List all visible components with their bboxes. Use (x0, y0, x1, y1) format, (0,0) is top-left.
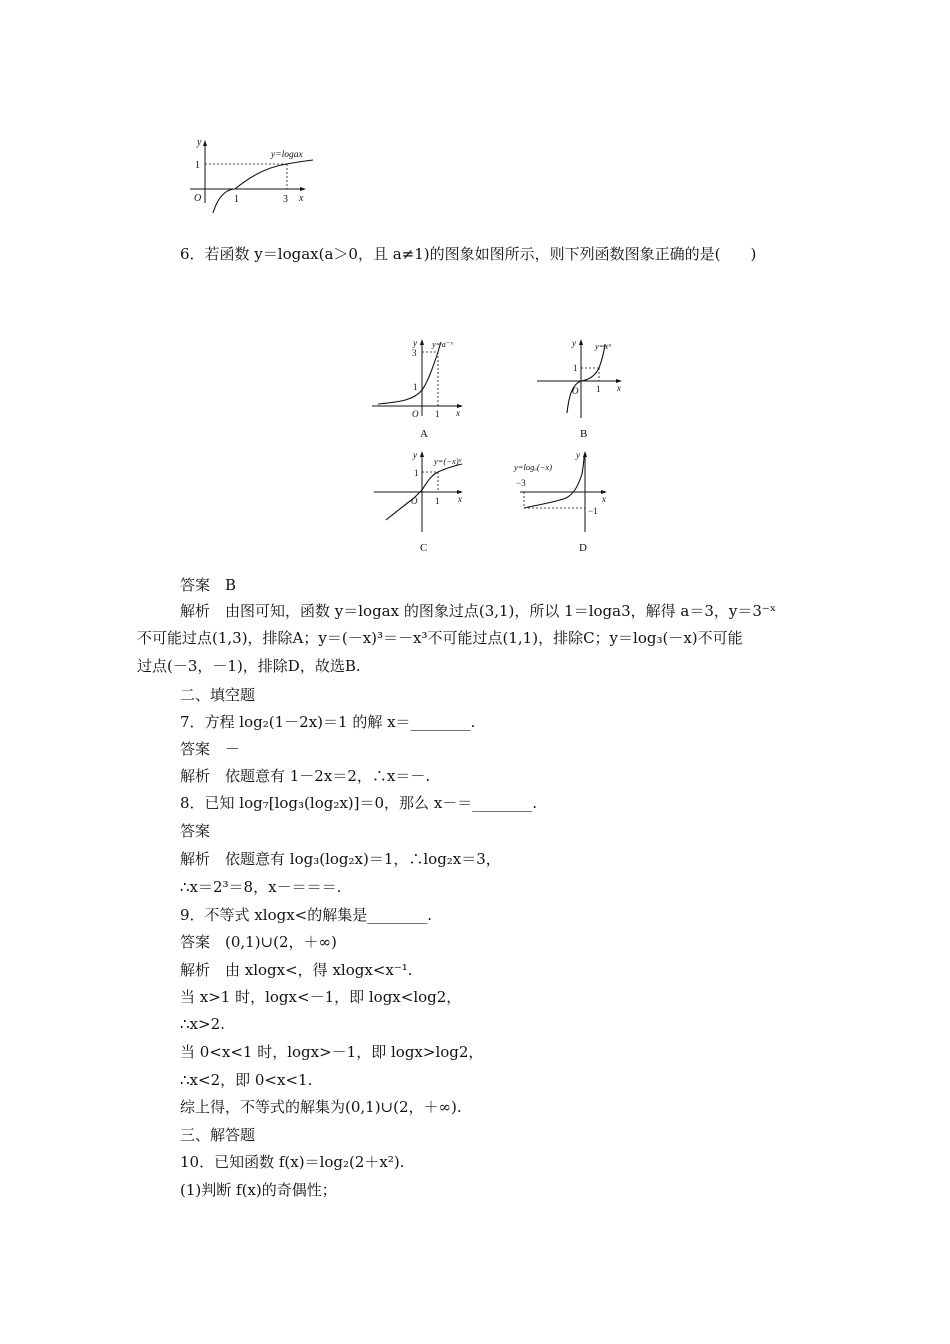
option-c-graph (372, 450, 482, 535)
option-d-caption: D (579, 542, 587, 554)
answer-9: 答案 (0,1)∪(2，＋∞) (180, 933, 337, 951)
analysis-9-line6: 综上得，不等式的解集为(0,1)∪(2，＋∞). (180, 1098, 462, 1116)
option-c-caption: C (420, 542, 428, 554)
svg-text:x: x (456, 408, 460, 418)
svg-text:y: y (576, 450, 580, 460)
tick-x-3: 3 (283, 194, 288, 205)
svg-text:−3: −3 (516, 478, 526, 488)
svg-text:O: O (572, 386, 579, 396)
option-a-caption: A (420, 428, 428, 440)
answer-6: 答案 B (180, 576, 237, 594)
svg-text:y=(−x)ᵃ: y=(−x)ᵃ (434, 456, 463, 466)
svg-text:1: 1 (596, 384, 601, 394)
svg-text:O: O (411, 496, 418, 506)
svg-text:x: x (458, 494, 462, 504)
analysis-7: 解析 依题意有 1－2x＝2，∴x＝－. (180, 767, 431, 785)
analysis-6-line3: 过点(－3，－1)，排除D，故选B. (137, 657, 361, 675)
log-curve (213, 160, 313, 213)
top-log-graph (185, 135, 335, 215)
analysis-9-line3: ∴x>2. (180, 1015, 225, 1033)
svg-text:3: 3 (412, 348, 417, 358)
svg-text:y: y (572, 338, 576, 348)
section-fill-blank: 二、填空题 (180, 686, 256, 704)
analysis-8-line1: 解析 依题意有 log₃(log₂x)＝1，∴log₂x＝3， (180, 850, 501, 868)
x-axis-label: x (299, 193, 304, 204)
svg-text:1: 1 (435, 496, 440, 506)
section-answer-questions: 三、解答题 (180, 1126, 256, 1144)
svg-text:y: y (413, 338, 417, 348)
svg-text:O: O (412, 409, 419, 419)
analysis-8-line2: ∴x＝2³＝8，x－＝＝＝. (180, 878, 342, 896)
option-a-graph (370, 338, 480, 423)
option-b-caption: B (580, 428, 588, 440)
option-d-graph (512, 450, 622, 535)
curve-label: y=logax (271, 150, 303, 160)
question-10-part-1: (1)判断 f(x)的奇偶性； (180, 1181, 337, 1199)
svg-text:x: x (602, 494, 606, 504)
analysis-9-line4: 当 0<x<1 时，logx>－1，即 logx>log2， (180, 1043, 484, 1061)
svg-text:y=xᵃ: y=xᵃ (595, 341, 612, 351)
svg-text:1: 1 (413, 382, 418, 392)
svg-text:1: 1 (435, 409, 440, 419)
origin-label: O (194, 193, 202, 204)
svg-text:1: 1 (414, 468, 419, 478)
tick-x-1: 1 (234, 194, 239, 205)
svg-text:x: x (617, 383, 621, 393)
y-axis-label: y (197, 137, 202, 148)
analysis-9-line1: 解析 由 xlogx<，得 xlogx<x⁻¹. (180, 961, 413, 979)
answer-8: 答案 (180, 822, 211, 840)
question-7: 7．方程 log₂(1－2x)＝1 的解 x＝________. (180, 713, 476, 731)
svg-text:−1: −1 (588, 506, 598, 516)
analysis-9-line5: ∴x<2，即 0<x<1. (180, 1071, 313, 1089)
question-9: 9．不等式 xlogx<的解集是________. (180, 906, 432, 924)
question-10: 10．已知函数 f(x)＝log₂(2＋x²). (180, 1153, 405, 1171)
answer-7: 答案 － (180, 740, 241, 758)
svg-text:y: y (413, 450, 417, 460)
question-6-stem: 6．若函数 y＝logax(a＞0，且 a≠1)的图象如图所示，则下列函数图象正确的是( ) (180, 245, 757, 263)
analysis-6-line2: 不可能过点(1,3)，排除A；y＝(－x)³＝－x³不可能过点(1,1)，排除C；y＝log₃(－x)不可能 (137, 629, 743, 647)
tick-y-1: 1 (195, 160, 200, 171)
analysis-6-line1: 解析 由图可知，函数 y＝logax 的图象过点(3,1)，所以 1＝loga3，解得 a＝3，y＝3⁻ˣ (180, 602, 777, 620)
option-b-graph (535, 338, 645, 423)
svg-text:y=logₐ(−x): y=logₐ(−x) (514, 462, 553, 472)
question-8: 8．已知 log₇[log₃(log₂x)]＝0，那么 x－＝________. (180, 794, 538, 812)
analysis-9-line2: 当 x>1 时，logx<－1，即 logx<log2， (180, 988, 462, 1006)
svg-text:y=a⁻ˣ: y=a⁻ˣ (432, 339, 453, 349)
svg-text:1: 1 (573, 363, 578, 373)
